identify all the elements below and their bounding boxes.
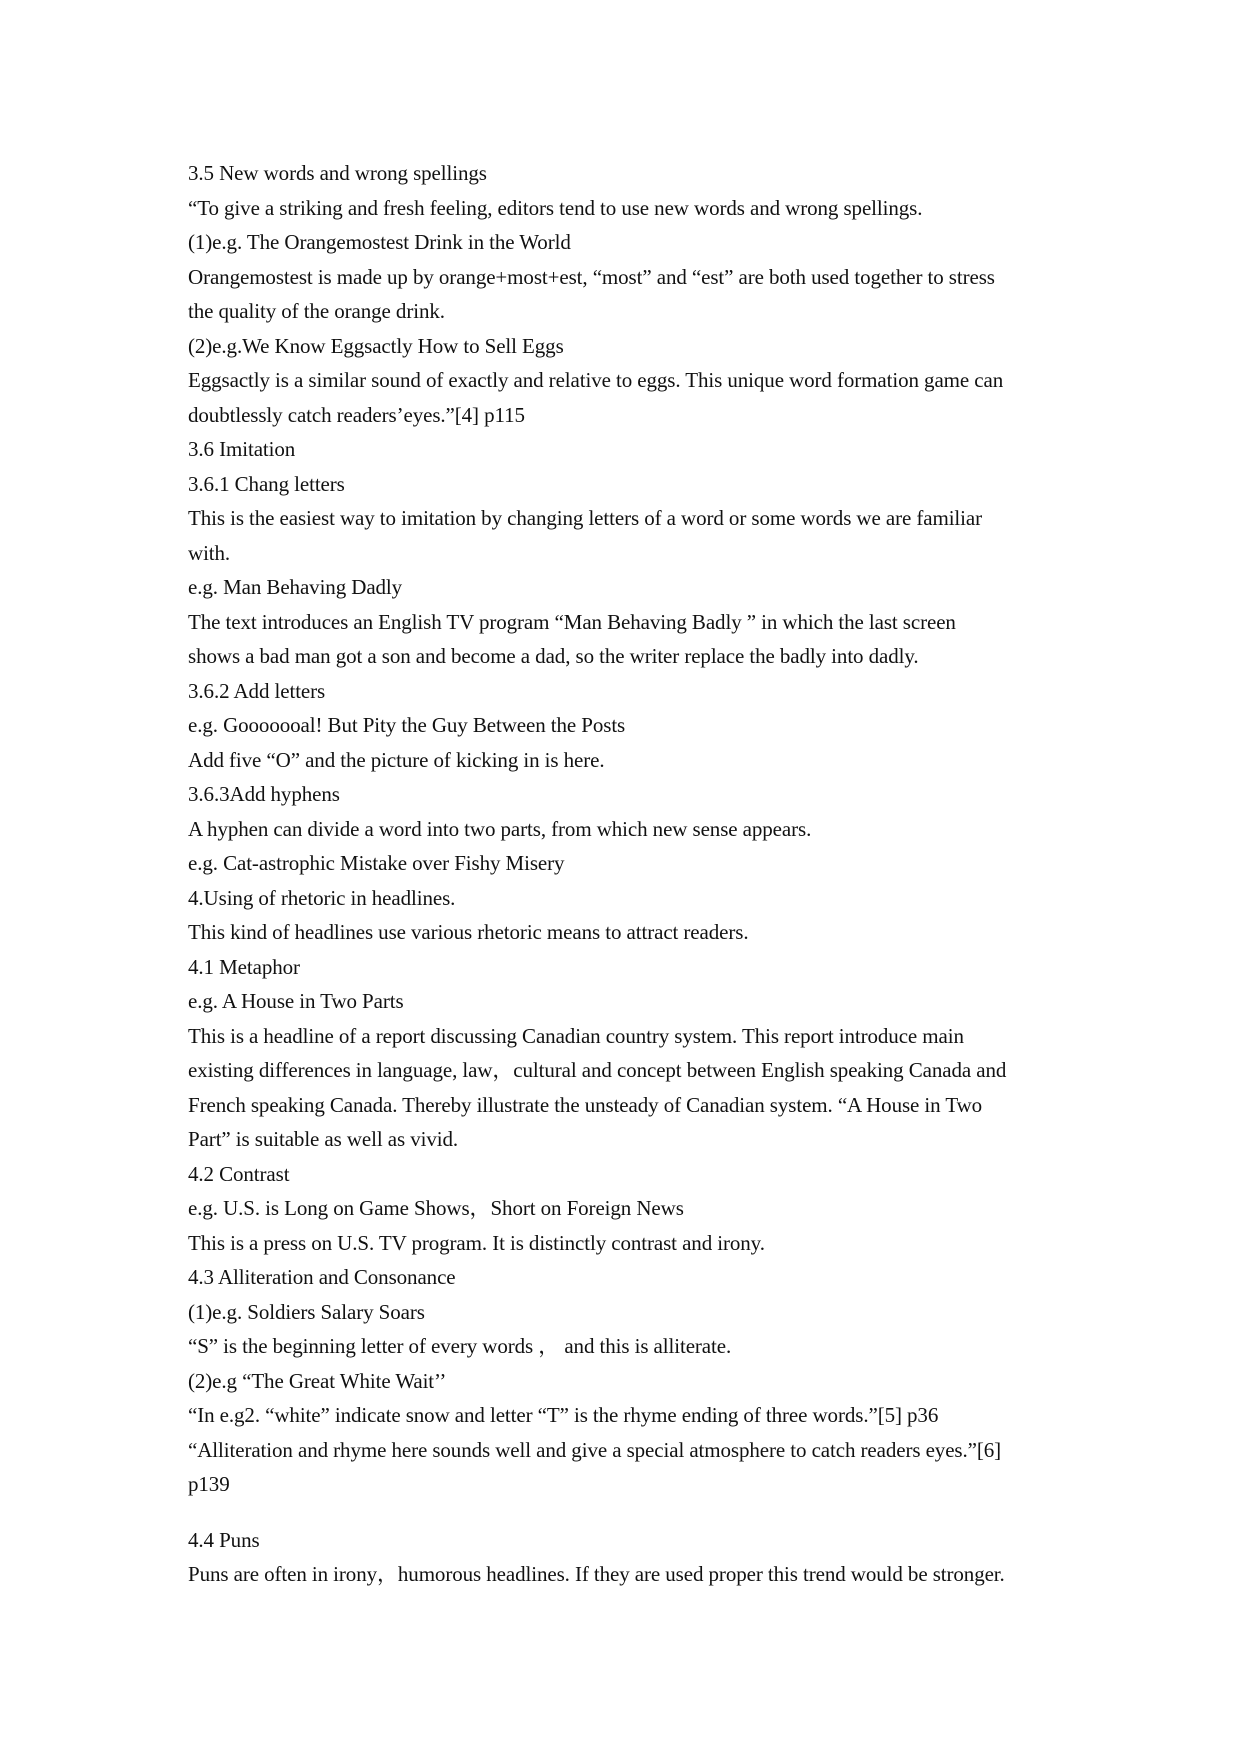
paragraph-line: “S” is the beginning letter of every words ， and this is alliterate. [188,1334,732,1358]
subsection-heading: 3.6.1 Chang letters [188,471,345,496]
paragraph-line: Add five “O” and the picture of kicking in is here. [188,747,605,772]
paragraph-line: existing differences in language, law，cultural and concept between English speaking Canada and [188,1058,1007,1082]
document-page [188,156,1068,1592]
paragraph-gap [188,1502,1068,1523]
section-heading: 4.Using of rhetoric in headlines. [188,885,456,910]
example-line: e.g. U.S. is Long on Game Shows，Short on Foreign News [188,1196,684,1220]
paragraph-line: A hyphen can divide a word into two parts, from which new sense appears. [188,816,812,841]
paragraph-line: with. [188,540,231,565]
section-heading: 3.6 Imitation [188,437,296,461]
paragraph-line: “In e.g2. “white” indicate snow and letter “T” is the rhyme ending of three words.”[5] p36 [188,1403,939,1427]
paragraph-line: Part” is suitable as well as vivid. [188,1127,459,1151]
paragraph-line: Eggsactly is a similar sound of exactly and relative to eggs. This unique word formation game can [188,368,1004,392]
example-line: e.g. Man Behaving Dadly [188,575,403,599]
example-line: e.g. A House in Two Parts [188,989,404,1013]
paragraph-line: shows a bad man got a son and become a dad, so the writer replace the badly into dadly. [188,644,919,668]
paragraph-line: the quality of the orange drink. [188,299,445,323]
example-line: (1)e.g. The Orangemostest Drink in the World [188,230,571,254]
subsection-heading: 3.6.3Add hyphens [188,782,340,806]
subsection-heading: 4.1 Metaphor [188,954,300,979]
subsection-heading: 4.3 Alliteration and Consonance [188,1265,456,1289]
paragraph-line: This is a press on U.S. TV program. It is distinctly contrast and irony. [188,1230,765,1255]
section-heading: 3.5 New words and wrong spellings [188,161,487,185]
subsection-heading: 3.6.2 Add letters [188,678,326,703]
subsection-heading: 4.2 Contrast [188,1161,290,1186]
paragraph-line: Puns are often in irony，humorous headlines. If they are used proper this trend would be stronger. [188,1562,1005,1586]
paragraph-line: “Alliteration and rhyme here sounds well and give a special atmosphere to catch readers eyes.”[6] [188,1437,1002,1462]
example-line: (2)e.g “The Great White Wait’’ [188,1368,447,1393]
paragraph-line: “To give a striking and fresh feeling, editors tend to use new words and wrong spellings. [188,195,923,220]
subsection-heading: 4.4 Puns [188,1527,260,1552]
paragraph-line: This is a headline of a report discussing Canadian country system. This report introduce main [188,1023,964,1048]
paragraph-line: This kind of headlines use various rhetoric means to attract readers. [188,920,749,944]
example-line: (1)e.g. Soldiers Salary Soars [188,1299,425,1324]
paragraph-line: The text introduces an English TV program “Man Behaving Badly ” in which the last screen [188,609,956,634]
paragraph-line: p139 [188,1472,230,1496]
paragraph-line: French speaking Canada. Thereby illustrate the unsteady of Canadian system. “A House in Two [188,1092,983,1117]
paragraph-line: Orangemostest is made up by orange+most+est, “most” and “est” are both used together to stress [188,264,995,289]
example-line: (2)e.g.We Know Eggsactly How to Sell Eggs [188,333,564,358]
example-line: e.g. Gooooooal! But Pity the Guy Between the Posts [188,713,626,737]
paragraph-line: doubtlessly catch readers’eyes.”[4] p115 [188,402,525,427]
paragraph-line: This is the easiest way to imitation by changing letters of a word or some words we are familiar [188,506,983,530]
example-line: e.g. Cat-astrophic Mistake over Fishy Misery [188,851,565,875]
